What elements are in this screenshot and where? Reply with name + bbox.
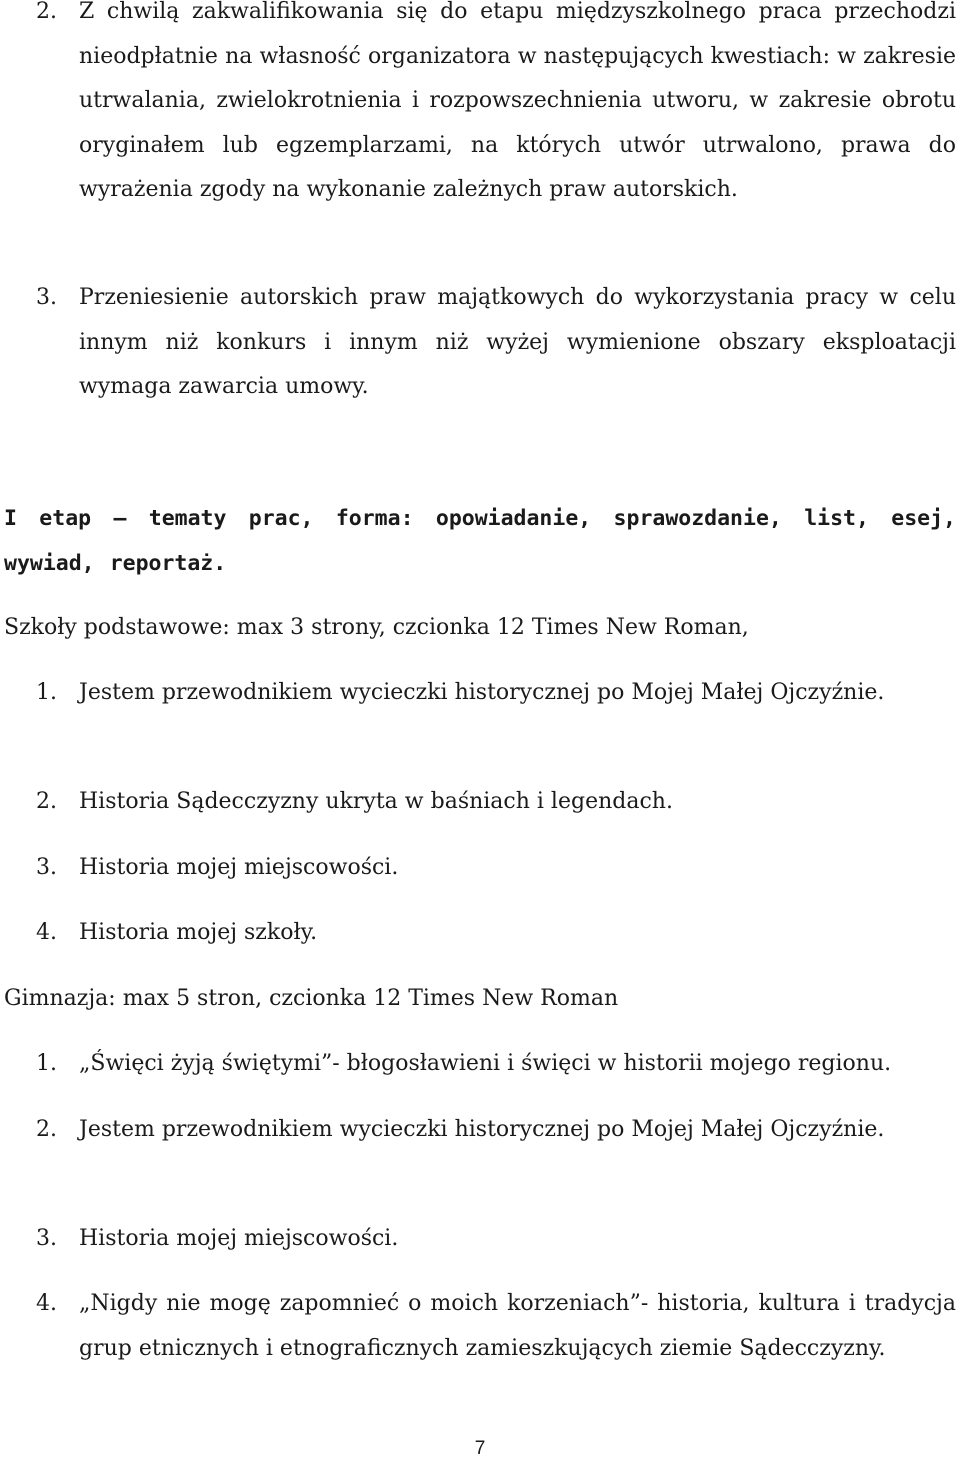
list-text: Historia Sądecczyzny ukryta w baśniach i legendach. (79, 789, 673, 814)
list-number: 1. (36, 680, 57, 705)
gymnasium-topic-1 (36, 1042, 956, 1087)
list-text: Z chwilą zakwalifikowania się do etapu międzyszkolnego praca przechodzi nieodpłatnie na własność organizatora w następujących kwestiach: w zakresie utrwalania, zwielokrotnienia i rozpowszechnienia utworu, w zakresie obrotu oryginałem lub egzemplarzami, na których utwór utrwalono, prawa do wyrażenia zgody na wykonanie zależnych praw autorskich. (79, 0, 956, 202)
regulation-item-2 (36, 0, 956, 213)
list-text: Historia mojej szkoły. (79, 920, 318, 945)
list-number: 4. (36, 1291, 57, 1316)
list-number: 4. (36, 920, 57, 945)
list-number: 3. (36, 1226, 57, 1251)
gymnasium-topic-4 (36, 1282, 956, 1371)
primary-topic-4 (36, 911, 956, 956)
list-number: 2. (36, 1117, 57, 1142)
primary-topic-2 (36, 780, 956, 825)
list-text: Jestem przewodnikiem wycieczki historycznej po Mojej Małej Ojczyźnie. (79, 680, 885, 705)
list-text: Historia mojej miejscowości. (79, 855, 399, 880)
gymnasium-topic-3 (36, 1217, 956, 1262)
primary-topic-3 (36, 846, 956, 891)
primary-topic-1 (36, 671, 956, 716)
stage-heading: I etap – tematy prac, forma: opowiadanie, sprawozdanie, list, esej, wywiad, reportaż. (4, 506, 956, 576)
list-number: 3. (36, 285, 57, 310)
gymnasium-topic-2 (36, 1108, 956, 1153)
list-text: Jestem przewodnikiem wycieczki historycznej po Mojej Małej Ojczyźnie. (79, 1117, 885, 1142)
gymnasium-label: Gimnazja: max 5 stron, czcionka 12 Times New Roman (4, 986, 619, 1011)
list-text: „Nigdy nie mogę zapomnieć o moich korzeniach”- historia, kultura i tradycja grup etnicznych i etnograficznych zamieszkujących ziemie Sądecczyzny. (79, 1291, 956, 1361)
list-text: „Święci żyją świętymi”- błogosławieni i święci w historii mojego regionu. (79, 1051, 892, 1076)
list-number: 2. (36, 789, 57, 814)
list-text: Historia mojej miejscowości. (79, 1226, 399, 1251)
list-number: 1. (36, 1051, 57, 1076)
list-number: 3. (36, 855, 57, 880)
regulation-item-3 (36, 276, 956, 410)
list-text: Przeniesienie autorskich praw majątkowych do wykorzystania pracy w celu innym niż konkurs i innym niż wyżej wymienione obszary eksploatacji wymaga zawarcia umowy. (79, 285, 956, 399)
list-number: 2. (36, 0, 57, 24)
primary-school-label: Szkoły podstawowe: max 3 strony, czcionka 12 Times New Roman, (4, 615, 749, 640)
page-number: 7 (474, 1438, 486, 1459)
